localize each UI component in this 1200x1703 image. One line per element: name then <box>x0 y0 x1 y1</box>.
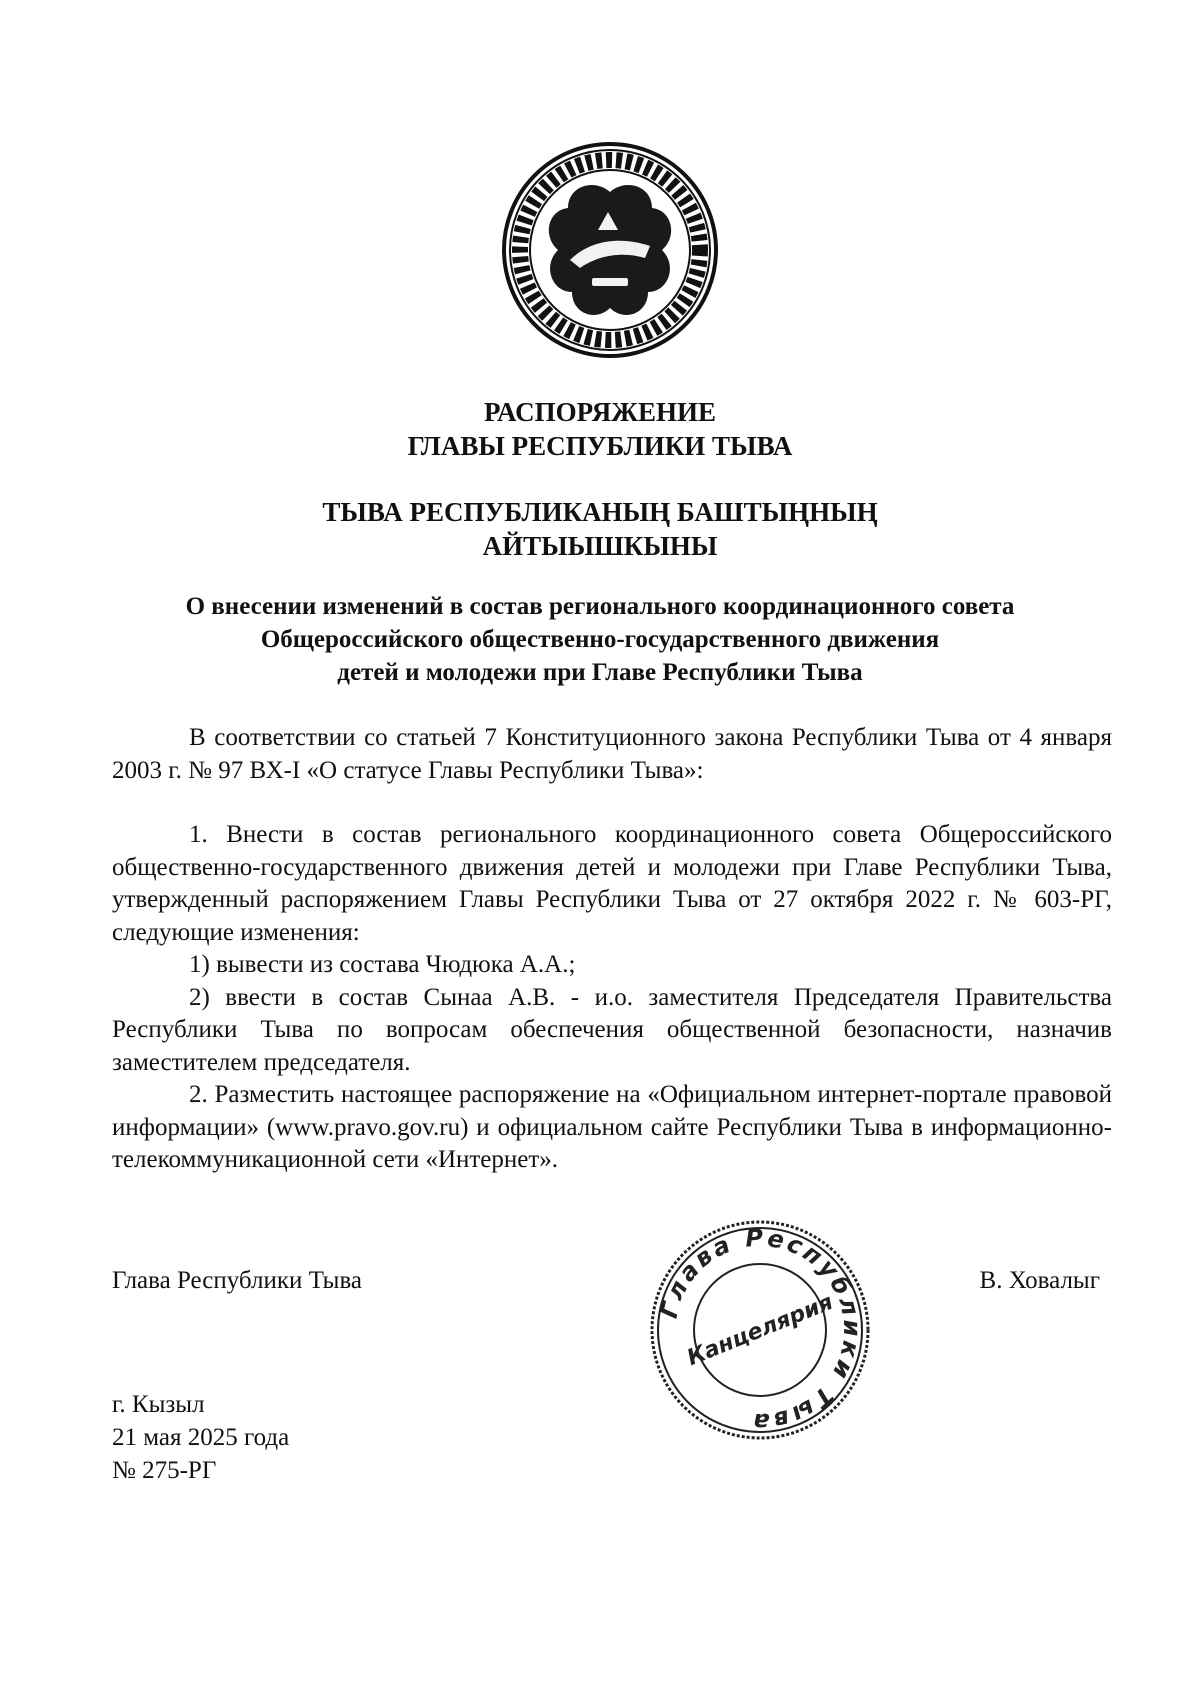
signatory-position: Глава Республики Тыва <box>112 1267 363 1294</box>
title-line-2: ГЛАВЫ РЕСПУБЛИКИ ТЫВА <box>407 431 793 461</box>
document-date: 21 мая 2025 года <box>112 1424 290 1451</box>
subject-line-3: детей и молодежи при Главе Республики Тыва <box>337 659 863 686</box>
preamble <box>112 722 1112 787</box>
order-items <box>112 819 1112 1177</box>
order-subitem-1: 1) вывести из состава Чюдюка А.А.; <box>189 951 576 978</box>
office-stamp-icon <box>645 1215 875 1445</box>
document-city: г. Кызыл <box>112 1391 205 1418</box>
subject-line-2: Общероссийского общественно-государственного движения <box>260 626 940 653</box>
order-item-2: 2. Разместить настоящее распоряжение на «Официальном интернет-портале правовой информации» (www.pravo.gov.ru) и официальном сайте Республики Тыва в информационно-телекоммуникационной сети «Интернет». <box>112 1081 1112 1173</box>
subject-line-1: О внесении изменений в состав регионального координационного совета <box>185 593 1015 620</box>
order-subitem-2: 2) ввести в состав Сынаа А.В. - и.о. заместителя Председателя Правительства Республики Тыва по вопросам обеспечения общественной безопасности, назначив заместителем председателя. <box>112 983 1112 1076</box>
title-tuvan-line-2: АЙТЫЫШКЫНЫ <box>482 531 718 561</box>
svg-text:Глава Республики Тыва: Глава Республики Тыва <box>654 1223 867 1437</box>
document-title-tuvan <box>0 495 1200 563</box>
svg-text:Канцелярия: Канцелярия <box>683 1289 837 1372</box>
order-item-1: 1. Внести в состав регионального координационного совета Общероссийского общественно-государственного движения детей и молодежи при Главе Республики Тыва, утвержденный распоряжением Главы Республики Тыва от 27 октября 2022 г. № 603-РГ, следующие изменения: <box>112 821 1112 946</box>
document-footer <box>112 1388 289 1487</box>
tuva-emblem-icon <box>500 140 720 360</box>
title-tuvan-line-1: ТЫВА РЕСПУБЛИКАНЫҢ БАШТЫҢНЫҢ <box>322 497 878 527</box>
signatory-name: В. Ховалыг <box>979 1267 1100 1294</box>
document-number: № 275-РГ <box>112 1457 217 1484</box>
document-subject <box>0 590 1200 689</box>
preamble-text: В соответствии со статьей 7 Конституционного закона Республики Тыва от 4 января 2003 г. № 97 ВХ-I «О статусе Главы Республики Тыва»: <box>112 724 1112 784</box>
title-line-1: РАСПОРЯЖЕНИЕ <box>483 397 717 427</box>
document-title <box>0 395 1200 463</box>
